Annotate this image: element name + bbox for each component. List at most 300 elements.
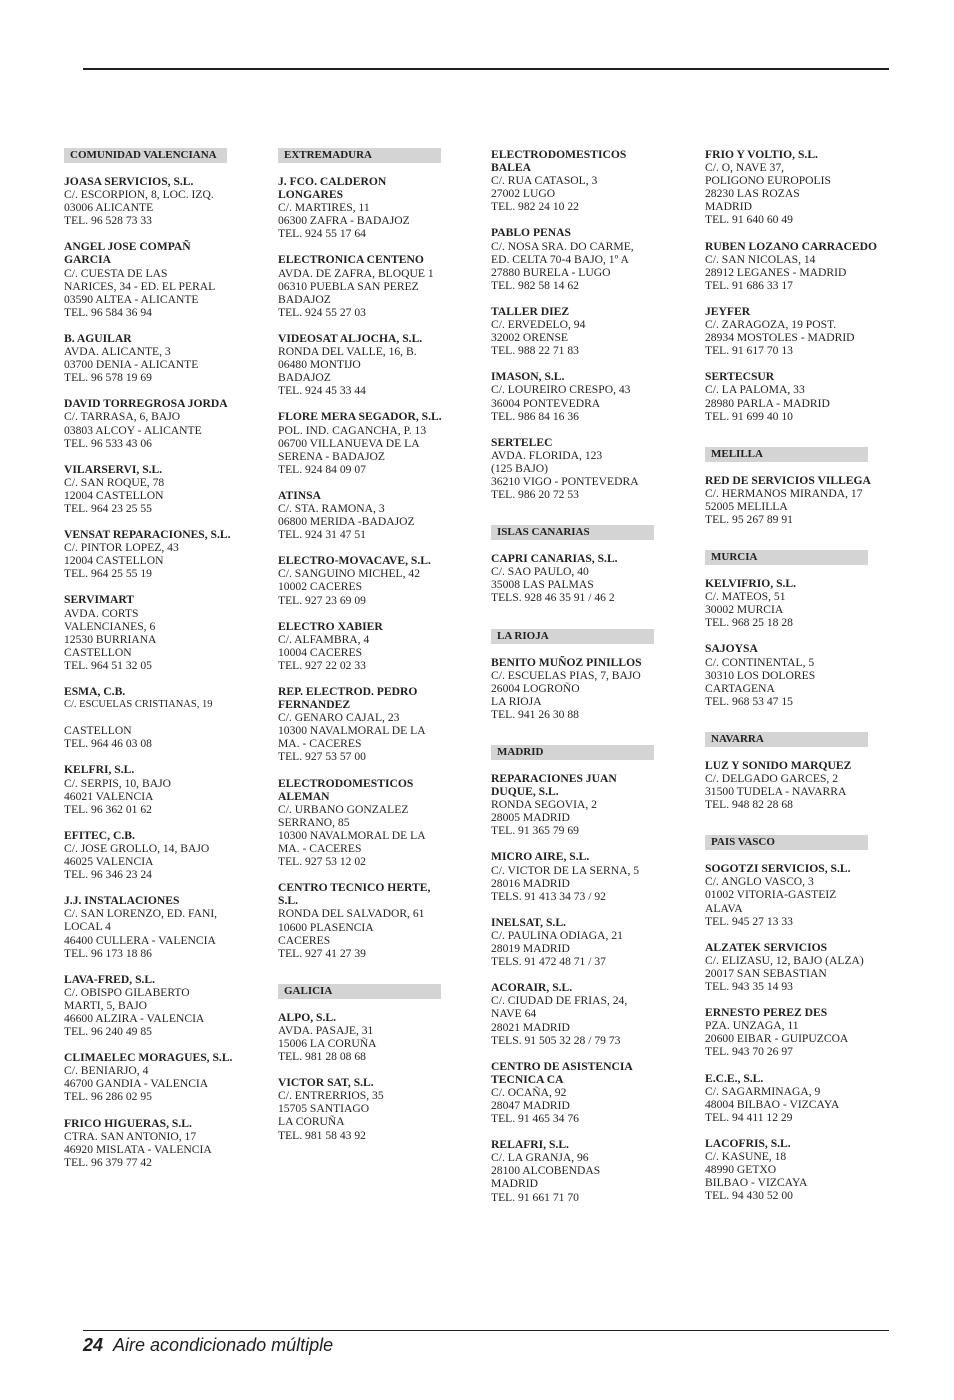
list-item — [705, 474, 877, 526]
address-line: C/. O, NAVE 37, — [705, 161, 785, 175]
entry-list — [491, 656, 663, 721]
address-line: TEL. 96 528 73 33 — [64, 214, 152, 228]
address-line: C/. ELIZASU, 12, BAJO (ALZA) — [705, 953, 864, 967]
company-name: RELAFRI, S.L. — [491, 1138, 569, 1152]
address-line: TEL. 982 24 10 22 — [491, 200, 579, 214]
address-line: 27002 LUGO — [491, 187, 556, 201]
footer-rule — [83, 1330, 889, 1331]
address-line: SERENA - BADAJOZ — [278, 449, 385, 463]
address-line: NAVE 64 — [491, 1007, 537, 1021]
address-line: BADAJOZ — [278, 292, 331, 306]
address-line: 32002 ORENSE — [491, 331, 568, 345]
address-line: TEL. 986 20 72 53 — [491, 488, 579, 502]
company-name: E.C.E., S.L. — [705, 1071, 764, 1085]
address-line: C/. LOUREIRO CRESPO, 43 — [491, 383, 631, 397]
address-line: POL. IND. CAGANCHA, P. 13 — [278, 423, 427, 437]
address-line: C/. JOSE GROLLO, 14, BAJO — [64, 841, 210, 855]
address-line: 12004 CASTELLON — [64, 488, 164, 502]
list-item — [491, 850, 663, 902]
address-line: CASTELLON — [64, 724, 132, 738]
list-item — [278, 685, 450, 764]
list-item — [705, 577, 877, 629]
entry-list — [278, 175, 450, 960]
address-line: 52005 MELILLA — [705, 499, 788, 513]
list-item — [705, 305, 877, 357]
address-line: C/. PAULINA ODIAGA, 21 — [491, 928, 623, 942]
list-item — [64, 593, 236, 672]
list-item — [491, 656, 663, 721]
address-line: 30002 MURCIA — [705, 603, 784, 617]
address-line: TEL. 927 23 69 09 — [278, 593, 366, 607]
address-line: C/. BENIARJO, 4 — [64, 1064, 149, 1078]
address-line: 12530 BURRIANA — [64, 632, 157, 646]
address-line: MA. - CACERES — [278, 737, 362, 751]
company-name: INELSAT, S.L. — [491, 915, 566, 929]
entry-list — [705, 474, 877, 526]
address-line: TEL. 981 28 08 68 — [278, 1050, 366, 1064]
list-item — [491, 370, 663, 422]
list-item — [278, 332, 450, 397]
address-line: TEL. 968 53 47 15 — [705, 694, 793, 708]
address-line: 06700 VILLANUEVA DE LA — [278, 436, 420, 450]
list-item — [64, 763, 236, 815]
list-item — [64, 240, 236, 319]
address-line: AVDA. FLORIDA, 123 — [491, 448, 603, 462]
column-2 — [278, 148, 450, 1155]
header-rule — [83, 68, 889, 70]
address-line: AVDA. PASAJE, 31 — [278, 1023, 374, 1037]
company-name: KELFRI, S.L. — [64, 763, 135, 777]
address-line: 06480 MONTIJO — [278, 358, 361, 372]
company-name: ERNESTO PEREZ DES — [705, 1006, 828, 1020]
address-line: TELS. 91 505 32 28 / 79 73 — [491, 1033, 621, 1047]
address-line: C/. ESCUELAS PIAS, 7, BAJO — [491, 668, 641, 682]
list-item — [705, 759, 877, 811]
entry-list — [705, 148, 877, 423]
list-item — [705, 1137, 877, 1202]
address-line: RONDA DEL SALVADOR, 61 — [278, 907, 425, 921]
company-name: VILARSERVI, S.L. — [64, 462, 163, 476]
company-name: REP. ELECTROD. PEDRO FERNANDEZ — [278, 685, 418, 712]
list-item — [491, 1060, 663, 1125]
address-line: TEL. 924 31 47 51 — [278, 528, 366, 542]
entry-list — [705, 577, 877, 708]
address-line: 10002 CACERES — [278, 580, 363, 594]
column-4 — [705, 148, 877, 1215]
list-item — [64, 1051, 236, 1103]
address-line: 12004 CASTELLON — [64, 554, 164, 568]
address-line: AVDA. DE ZAFRA, BLOQUE 1 — [278, 266, 434, 280]
address-line: BADAJOZ — [278, 371, 331, 385]
address-line: TEL. 91 617 70 13 — [705, 344, 793, 358]
address-line: RONDA SEGOVIA, 2 — [491, 798, 597, 812]
page-title: Aire acondicionado múltiple — [113, 1335, 334, 1355]
address-line: C/. OCAÑA, 92 — [491, 1085, 567, 1099]
address-line: TEL. 96 240 49 85 — [64, 1025, 152, 1039]
company-name: TALLER DIEZ — [491, 304, 570, 318]
list-item — [278, 253, 450, 318]
address-line: CACERES — [278, 933, 331, 947]
address-line: 20017 SAN SEBASTIAN — [705, 966, 827, 980]
address-line: C/. ALFAMBRA, 4 — [278, 632, 370, 646]
address-line: C/. CIUDAD DE FRIAS, 24, — [491, 994, 628, 1008]
address-line: TEL. 91 686 33 17 — [705, 278, 793, 292]
address-line: LA RIOJA — [491, 694, 542, 708]
list-item — [64, 1117, 236, 1169]
address-line: 28016 MADRID — [491, 876, 570, 890]
list-item — [64, 332, 236, 384]
company-name: ELECTRODOMESTICOS BALEA — [491, 148, 627, 175]
address-line: C/. LA PALOMA, 33 — [705, 383, 805, 397]
address-line: TEL. 924 55 17 64 — [278, 227, 366, 241]
list-item — [491, 436, 663, 501]
address-line: TEL. 91 640 60 49 — [705, 213, 793, 227]
address-line: TEL. 96 362 01 62 — [64, 802, 152, 816]
list-item — [491, 226, 663, 291]
company-name: IMASON, S.L. — [491, 370, 565, 384]
address-line: 48990 GETXO — [705, 1163, 777, 1177]
address-line: C/. SAN LORENZO, ED. FANI, — [64, 907, 218, 921]
company-name: DAVID TORREGROSA JORDA — [64, 397, 228, 411]
address-line: 06800 MERIDA -BADAJOZ — [278, 515, 415, 529]
region-header: EXTREMADURA — [278, 148, 441, 163]
company-name: ESMA, C.B. — [64, 685, 126, 698]
page-number: 24 — [83, 1335, 104, 1355]
company-name: ALZATEK SERVICIOS — [705, 940, 828, 954]
company-name: ATINSA — [278, 488, 321, 502]
address-line: 03803 ALCOY - ALICANTE — [64, 423, 202, 437]
list-item — [491, 1138, 663, 1203]
address-line: 28019 MADRID — [491, 942, 570, 956]
list-item — [278, 489, 450, 541]
company-name: KELVIFRIO, S.L. — [705, 577, 797, 591]
address-line: C/. ESCORPION, 8, LOC. IZQ. — [64, 188, 214, 202]
list-item — [705, 1006, 877, 1058]
address-line: TELS. 91 413 34 73 / 92 — [491, 889, 606, 903]
address-line: TEL. 927 53 12 02 — [278, 855, 366, 869]
address-line: TEL. 941 26 30 88 — [491, 707, 579, 721]
company-name: SERTECSUR — [705, 370, 775, 384]
list-item — [278, 777, 450, 869]
list-item — [64, 685, 236, 750]
address-line: C/. SERPIS, 10, BAJO — [64, 776, 171, 790]
page-footer — [83, 1335, 333, 1356]
address-line: C/. STA. RAMONA, 3 — [278, 501, 385, 515]
address-line: 03590 ALTEA - ALICANTE — [64, 292, 199, 306]
address-line: 10600 PLASENCIA — [278, 920, 374, 934]
address-line: PZA. UNZAGA, 11 — [705, 1019, 799, 1033]
company-name: J.J. INSTALACIONES — [64, 894, 180, 908]
address-line: C/. ENTRERRIOS, 35 — [278, 1089, 384, 1103]
region-header: LA RIOJA — [491, 629, 654, 644]
entry-list — [705, 759, 877, 811]
address-line: 28100 ALCOBENDAS — [491, 1164, 601, 1178]
address-line: TEL. 964 23 25 55 — [64, 501, 152, 515]
company-name: ELECTRONICA CENTENO — [278, 253, 424, 267]
address-line: C/. LA GRANJA, 96 — [491, 1151, 589, 1165]
region-header: ISLAS CANARIAS — [491, 525, 654, 540]
entry-list — [64, 175, 236, 1169]
list-item — [64, 973, 236, 1038]
address-line: C/. ANGLO VASCO, 3 — [705, 875, 814, 889]
address-line: 46400 CULLERA - VALENCIA — [64, 933, 216, 947]
list-item — [64, 894, 236, 959]
address-line: (125 BAJO) — [491, 461, 549, 475]
company-name: LAVA-FRED, S.L. — [64, 972, 156, 986]
company-name: CLIMAELEC MORAGUES, S.L. — [64, 1051, 233, 1065]
company-name: MICRO AIRE, S.L. — [491, 850, 590, 864]
list-item — [64, 829, 236, 881]
address-line: TEL. 924 45 33 44 — [278, 384, 366, 398]
address-line: C/. MARTIRES, 11 — [278, 201, 370, 215]
address-line: C/. TARRASA, 6, BAJO — [64, 410, 181, 424]
address-line: C/. SANGUINO MICHEL, 42 — [278, 567, 421, 581]
address-line: CARTAGENA — [705, 681, 775, 695]
address-line: AVDA. CORTS — [64, 606, 139, 620]
address-line: C/. KASUNE, 18 — [705, 1149, 787, 1163]
address-line: TEL. 927 41 27 39 — [278, 946, 366, 960]
region-header: MELILLA — [705, 447, 868, 462]
list-item — [705, 941, 877, 993]
address-line: 31500 TUDELA - NAVARRA — [705, 785, 847, 799]
address-line: SERRANO, 85 — [278, 815, 350, 829]
company-name: ELECTRODOMESTICOS ALEMAN — [278, 776, 414, 803]
address-line: C/. ZARAGOZA, 19 POST. — [705, 318, 837, 332]
address-line: 46600 ALZIRA - VALENCIA — [64, 1011, 205, 1025]
company-name: VICTOR SAT, S.L. — [278, 1076, 374, 1090]
address-line: 10300 NAVALMORAL DE LA — [278, 724, 426, 738]
list-item — [278, 881, 450, 960]
address-line: TEL. 91 699 40 10 — [705, 409, 793, 423]
company-name: CENTRO TECNICO HERTE, S.L. — [278, 881, 431, 908]
company-name: SOGOTZI SERVICIOS, S.L. — [705, 862, 851, 876]
address-line: TEL. 924 84 09 07 — [278, 462, 366, 476]
company-name: ELECTRO-MOVACAVE, S.L. — [278, 554, 431, 568]
address-line: TEL. 96 584 36 94 — [64, 305, 152, 319]
company-name: FRICO HIGUERAS, S.L. — [64, 1116, 192, 1130]
list-item — [491, 305, 663, 357]
entry-list — [491, 552, 663, 604]
address-line: 48004 BILBAO - VIZCAYA — [705, 1097, 840, 1111]
address-line: 28021 MADRID — [491, 1020, 570, 1034]
address-line: TEL. 91 365 79 69 — [491, 824, 579, 838]
address-line: TEL. 96 346 23 24 — [64, 868, 152, 882]
address-line: 28230 LAS ROZAS — [705, 187, 800, 201]
list-item — [491, 552, 663, 604]
region-header: MURCIA — [705, 550, 868, 565]
list-item — [705, 148, 877, 227]
address-line: LOCAL 4 — [64, 920, 111, 934]
address-line: 28912 LEGANES - MADRID — [705, 265, 847, 279]
region-header: NAVARRA — [705, 732, 868, 747]
address-line: CTRA. SAN ANTONIO, 17 — [64, 1129, 197, 1143]
address-line: 15705 SANTIAGO — [278, 1102, 370, 1116]
address-line: C/. DELGADO GARCES, 2 — [705, 772, 839, 785]
address-line: C/. ESCUELAS CRISTIANAS, 19 — [64, 699, 213, 711]
address-line: TEL. 96 533 43 06 — [64, 436, 152, 450]
company-name: SERTELEC — [491, 435, 553, 449]
address-line: 28980 PARLA - MADRID — [705, 396, 830, 410]
address-line: C/. CONTINENTAL, 5 — [705, 655, 815, 669]
entry-list — [278, 1011, 450, 1142]
address-line: 06310 PUEBLA SAN PEREZ — [278, 279, 419, 293]
company-name: LUZ Y SONIDO MARQUEZ — [705, 758, 852, 772]
address-line: TELS. 928 46 35 91 / 46 2 — [491, 591, 615, 605]
list-item — [64, 528, 236, 580]
address-line: 06300 ZAFRA - BADAJOZ — [278, 214, 410, 228]
address-line: TEL. 968 25 18 28 — [705, 616, 793, 630]
address-line: 03006 ALICANTE — [64, 201, 154, 215]
address-line: NARICES, 34 - ED. EL PERAL — [64, 279, 216, 293]
company-name: SAJOYSA — [705, 642, 758, 656]
list-item — [491, 148, 663, 213]
address-line: C/. HERMANOS MIRANDA, 17 — [705, 486, 863, 500]
list-item — [491, 981, 663, 1046]
address-line: TEL. 91 661 71 70 — [491, 1190, 579, 1204]
address-line: TEL. 986 84 16 36 — [491, 409, 579, 423]
address-line: 10004 CACERES — [278, 645, 363, 659]
company-name: JEYFER — [705, 304, 751, 318]
address-line: TEL. 988 22 71 83 — [491, 344, 579, 358]
address-line: 46021 VALENCIA — [64, 789, 154, 803]
address-line: TEL. 91 465 34 76 — [491, 1112, 579, 1126]
address-line: TEL. 948 82 28 68 — [705, 798, 793, 812]
list-item — [705, 1072, 877, 1124]
column-1 — [64, 148, 236, 1182]
company-name: J. FCO. CALDERON LONGARES — [278, 175, 387, 202]
list-item — [705, 862, 877, 927]
region-header: GALICIA — [278, 984, 441, 999]
address-line — [64, 711, 236, 724]
company-name: JOASA SERVICIOS, S.L. — [64, 175, 194, 188]
company-name: VENSAT REPARACIONES, S.L. — [64, 528, 231, 542]
address-line: C/. MATEOS, 51 — [705, 590, 786, 604]
address-line: TEL. 943 35 14 93 — [705, 980, 793, 994]
region-header: PAIS VASCO — [705, 835, 868, 850]
address-line: 36210 VIGO - PONTEVEDRA — [491, 474, 639, 488]
company-name: RED DE SERVICIOS VILLEGA — [705, 473, 871, 487]
region-header: MADRID — [491, 745, 654, 760]
company-name: EFITEC, C.B. — [64, 828, 135, 842]
address-line: C/. SAN ROQUE, 78 — [64, 475, 165, 489]
address-line: AVDA. ALICANTE, 3 — [64, 345, 171, 359]
address-line: C/. RUA CATASOL, 3 — [491, 174, 598, 188]
entry-list — [491, 148, 663, 501]
address-line: MADRID — [705, 200, 753, 214]
address-line: 28934 MOSTOLES - MADRID — [705, 331, 855, 345]
address-line: TEL. 96 286 02 95 — [64, 1090, 152, 1104]
address-line: 46025 VALENCIA — [64, 855, 154, 869]
address-line: C/. GENARO CAJAL, 23 — [278, 711, 400, 725]
address-line: C/. SAN NICOLAS, 14 — [705, 252, 816, 266]
company-name: PABLO PENAS — [491, 226, 571, 240]
address-line: C/. NOSA SRA. DO CARME, — [491, 239, 634, 253]
address-line: TEL. 982 58 14 62 — [491, 278, 579, 292]
company-name: ELECTRO XABIER — [278, 619, 383, 633]
list-item — [278, 175, 450, 240]
company-name: ANGEL JOSE COMPAÑ GARCIA — [64, 240, 191, 267]
address-line: 28047 MADRID — [491, 1098, 570, 1112]
address-line: POLIGONO EUROPOLIS — [705, 174, 831, 188]
address-line: 10300 NAVALMORAL DE LA — [278, 828, 426, 842]
address-line: 26004 LOGROÑO — [491, 681, 580, 695]
address-line: TEL. 964 46 03 08 — [64, 737, 152, 751]
company-name: REPARACIONES JUAN DUQUE, S.L. — [491, 772, 617, 799]
company-name: CAPRI CANARIAS, S.L. — [491, 552, 618, 566]
address-line: TEL. 95 267 89 91 — [705, 512, 793, 526]
address-line: TEL. 945 27 13 33 — [705, 914, 793, 928]
list-item — [278, 620, 450, 672]
company-name: FLORE MERA SEGADOR, S.L. — [278, 410, 442, 424]
list-item — [278, 554, 450, 606]
company-name: B. AGUILAR — [64, 331, 132, 345]
list-item — [64, 397, 236, 449]
company-name: CENTRO DE ASISTENCIA TECNICA CA — [491, 1059, 633, 1086]
list-item — [64, 463, 236, 515]
address-line: LA CORUÑA — [278, 1115, 345, 1129]
address-line: TEL. 94 411 12 29 — [705, 1110, 793, 1124]
address-line: 28005 MADRID — [491, 811, 570, 825]
address-line: ED. CELTA 70-4 BAJO, 1º A — [491, 252, 629, 266]
address-line: 20600 EIBAR - GUIPUZCOA — [705, 1032, 849, 1046]
address-line: C/. SAO PAULO, 40 — [491, 565, 589, 579]
list-item — [705, 240, 877, 292]
address-line: 27880 BURELA - LUGO — [491, 265, 611, 279]
address-line: MADRID — [491, 1177, 539, 1191]
address-line: TEL. 943 70 26 97 — [705, 1045, 793, 1059]
address-line: C/. OBISPO GILABERTO — [64, 985, 190, 999]
address-line: 36004 PONTEVEDRA — [491, 396, 601, 410]
address-line: C/. SAGARMINAGA, 9 — [705, 1084, 821, 1098]
list-item — [64, 175, 236, 227]
address-line: 30310 LOS DOLORES — [705, 668, 816, 682]
column-3 — [491, 148, 663, 1217]
address-line: RONDA DEL VALLE, 16, B. — [278, 345, 417, 359]
company-name: LACOFRIS, S.L. — [705, 1136, 791, 1150]
company-name: RUBEN LOZANO CARRACEDO — [705, 239, 877, 253]
company-name: VIDEOSAT ALJOCHA, S.L. — [278, 331, 423, 345]
address-line: MARTI, 5, BAJO — [64, 998, 148, 1012]
address-line: C/. PINTOR LOPEZ, 43 — [64, 541, 179, 555]
address-line: C/. ERVEDELO, 94 — [491, 318, 586, 332]
entry-list — [705, 862, 877, 1202]
address-line: BILBAO - VIZCAYA — [705, 1176, 808, 1190]
address-line: TEL. 927 53 57 00 — [278, 750, 366, 764]
company-name: FRIO Y VOLTIO, S.L. — [705, 148, 818, 161]
address-line: TEL. 96 173 18 86 — [64, 946, 152, 960]
address-line: TEL. 96 578 19 69 — [64, 371, 152, 385]
address-line: VALENCIANES, 6 — [64, 619, 156, 633]
address-line: TEL. 964 25 55 19 — [64, 567, 152, 581]
list-item — [278, 410, 450, 475]
address-line: MA. - CACERES — [278, 842, 362, 856]
address-line: TEL. 924 55 27 03 — [278, 305, 366, 319]
list-item — [491, 916, 663, 968]
address-line: TEL. 96 379 77 42 — [64, 1155, 152, 1169]
address-line: ALAVA — [705, 901, 743, 915]
address-line: TEL. 964 51 32 05 — [64, 658, 152, 672]
address-line: 01002 VITORIA-GASTEIZ — [705, 888, 837, 902]
address-line: TEL. 94 430 52 00 — [705, 1189, 793, 1203]
address-line: C/. URBANO GONZALEZ — [278, 802, 409, 816]
address-line: 46920 MISLATA - VALENCIA — [64, 1142, 212, 1156]
address-line: 35008 LAS PALMAS — [491, 578, 594, 592]
list-item — [278, 1076, 450, 1141]
list-item — [705, 642, 877, 707]
address-line: 46700 GANDIA - VALENCIA — [64, 1077, 209, 1091]
address-line: TELS. 91 472 48 71 / 37 — [491, 955, 606, 969]
company-name: ACORAIR, S.L. — [491, 981, 573, 995]
